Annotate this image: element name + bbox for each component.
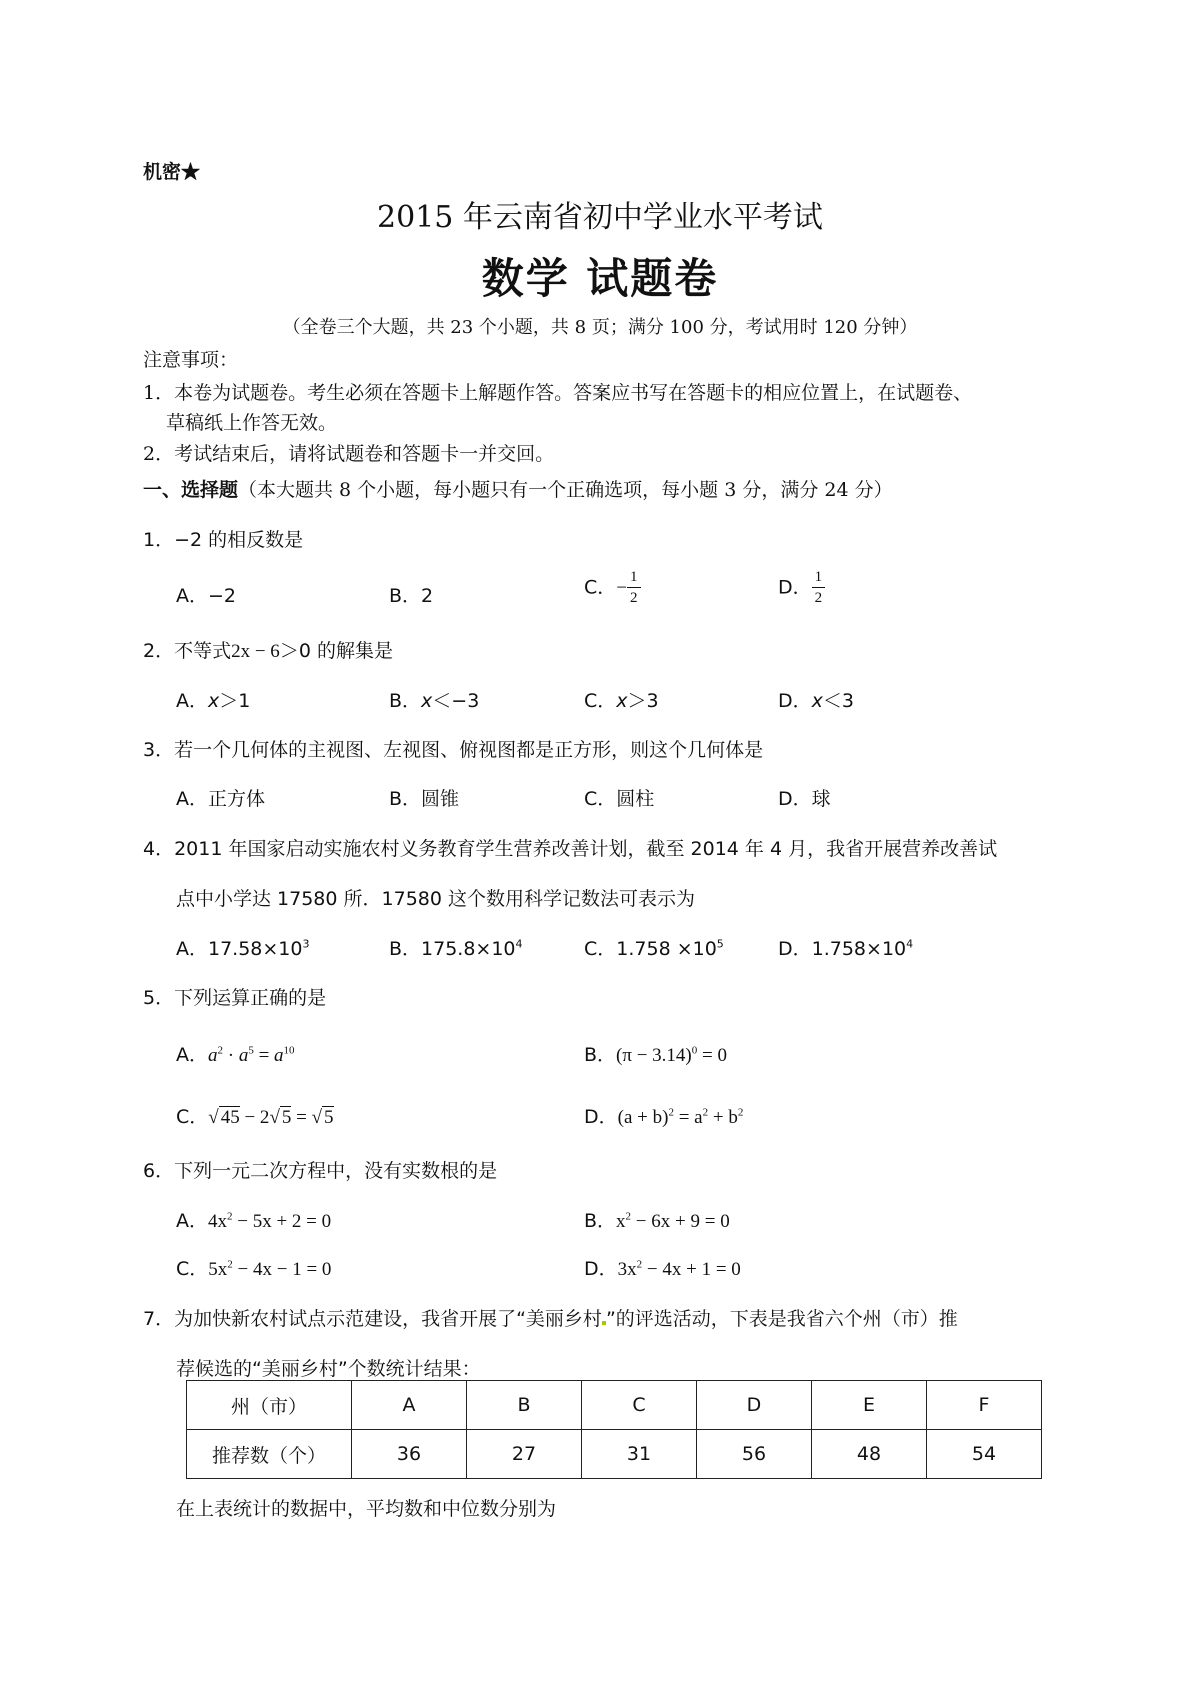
q5-d-expr: (a + b)	[617, 1107, 669, 1128]
q5-c-eq: =	[291, 1107, 312, 1128]
q4-d-exp: 4	[906, 937, 914, 951]
q4-d-base: D．1.758×10	[778, 938, 907, 960]
table-column-header: C	[582, 1381, 697, 1430]
q6-b-label: B．	[584, 1210, 617, 1232]
table-row-label: 推荐数（个）	[187, 1430, 352, 1479]
table-cell: 54	[927, 1430, 1042, 1479]
q5-a-term2: a	[238, 1045, 249, 1066]
q6-option-a	[176, 1206, 331, 1233]
q2-stem-pre: 2．不等式	[143, 640, 232, 662]
q5-b-eq: = 0	[697, 1045, 727, 1066]
q4-option-b	[389, 934, 523, 961]
q1-option-d	[778, 570, 825, 606]
q2-b-var: x	[421, 690, 433, 712]
q4-option-a	[176, 934, 310, 961]
q7-line1-post: ”的评选活动，下表是我省六个州（市）推	[605, 1308, 958, 1330]
q5-d-exp2: 2	[702, 1106, 709, 1119]
q5-option-c: C．√ 45 − 2√ 5 = √ 5	[176, 1106, 334, 1128]
table-header-row	[187, 1381, 1042, 1430]
q7-stem-line2: 荐候选的“美丽乡村”个数统计结果：	[176, 1358, 481, 1380]
q4-stem-line2: 点中小学达 17580 所．17580 这个数用科学记数法可表示为	[176, 888, 696, 910]
q4-a-base: A．17.58×10	[176, 938, 303, 960]
q6-option-c	[176, 1254, 331, 1281]
q7-after-text: 在上表统计的数据中，平均数和中位数分别为	[176, 1498, 557, 1520]
table-row	[187, 1430, 1042, 1479]
q5-a-exp2: 5	[248, 1044, 254, 1057]
subject-title: 数学 试题卷	[481, 254, 719, 303]
q5-option-a	[176, 1040, 295, 1067]
q5-a-exp1: 2	[217, 1044, 223, 1057]
q5-b-expr: (π − 3.14)	[616, 1045, 692, 1066]
q7-line1-pre: 7．为加快新农村试点示范建设，我省开展了“美丽乡村	[143, 1308, 602, 1330]
q2-stem-post: ＞0 的解集是	[279, 640, 393, 662]
section-heading	[143, 475, 893, 502]
section-desc: （本大题共 8 个小题，每小题只有一个正确选项，每小题 3 分，满分 24 分）	[238, 479, 893, 501]
q6-d-exp: 2	[636, 1258, 643, 1271]
section-title: 一、选择题	[143, 479, 239, 501]
note-1: 1．本卷为试题卷。考生必须在答题卡上解题作答。答案应书写在答题卡的相应位置上，在试题卷、	[143, 382, 973, 404]
q1-c-denominator: 2	[630, 590, 638, 606]
q5-c-mid: − 2	[239, 1107, 270, 1128]
q2-option-a	[176, 686, 250, 713]
q6-a-post: − 5x + 2 = 0	[232, 1211, 332, 1232]
q5-d-plus: + b	[708, 1107, 738, 1128]
q1-option-c	[584, 570, 641, 606]
q2-d-rest: ＜3	[822, 690, 854, 712]
q3-option-b: B．圆锥	[389, 788, 460, 810]
q5-a-eq: =	[253, 1045, 275, 1066]
q1-c-numerator: 1	[627, 570, 641, 588]
q6-c-label: C．	[176, 1258, 209, 1280]
q2-b-rest: ＜−3	[432, 690, 480, 712]
q6-c-exp: 2	[227, 1258, 233, 1271]
q6-c-post: − 4x − 1 = 0	[232, 1259, 332, 1280]
q6-b-post: − 6x + 9 = 0	[631, 1211, 730, 1232]
q2-c-var: x	[616, 690, 628, 712]
q1-stem: 1．−2 的相反数是	[143, 529, 304, 551]
q2-b-label: B．	[389, 690, 422, 712]
q6-d-post: − 4x + 1 = 0	[642, 1259, 741, 1280]
table-cell: 27	[467, 1430, 582, 1479]
table-column-header: D	[697, 1381, 812, 1430]
q2-a-label: A．	[176, 690, 208, 712]
confidential-mark: 机密★	[143, 161, 201, 183]
q3-option-c: C．圆柱	[584, 788, 655, 810]
q5-a-term3: a	[274, 1045, 284, 1066]
q6-a-exp: 2	[227, 1210, 233, 1223]
q1-d-numerator: 1	[812, 570, 826, 588]
note-2: 2．考试结束后，请将试题卷和答题卡一并交回。	[143, 443, 555, 465]
q4-c-base: C．1.758 ×10	[584, 938, 717, 960]
q1-option-c-label: C．	[584, 576, 617, 599]
q4-c-exp: 5	[716, 937, 724, 951]
q5-d-label: D．	[584, 1106, 618, 1128]
table-header-label: 州（市）	[187, 1381, 352, 1430]
q2-c-label: C．	[584, 690, 617, 712]
table-cell: 36	[352, 1430, 467, 1479]
q3-stem: 3．若一个几何体的主视图、左视图、俯视图都是正方形，则这个几何体是	[143, 739, 764, 761]
q6-a-pre: 4x	[208, 1211, 227, 1232]
q5-a-term1: a	[208, 1045, 218, 1066]
q5-c-root1: 45	[220, 1107, 240, 1128]
q1-option-d-fraction	[812, 570, 826, 606]
q2-d-label: D．	[778, 690, 812, 712]
q6-stem: 6．下列一元二次方程中，没有实数根的是	[143, 1160, 498, 1182]
q5-b-label: B．	[584, 1044, 617, 1066]
q4-option-c	[584, 934, 724, 961]
q7-stem-line1	[143, 1304, 958, 1331]
q6-option-d	[584, 1254, 741, 1281]
q1-option-c-sign: −	[616, 577, 627, 599]
q5-d-eq: = a	[673, 1107, 703, 1128]
q2-option-b	[389, 686, 479, 713]
q4-stem-line1: 4．2011 年国家启动实施农村义务教育学生营养改善计划，截至 2014 年 4 月，我省开展营养改善试	[143, 838, 998, 860]
q1-option-c-fraction	[627, 570, 641, 606]
q4-b-base: B．175.8×10	[389, 938, 516, 960]
q5-option-d	[584, 1102, 743, 1129]
q1-option-a: A．−2	[176, 585, 237, 607]
q5-a-label: A．	[176, 1044, 208, 1066]
q6-d-label: D．	[584, 1258, 618, 1280]
table-column-header: A	[352, 1381, 467, 1430]
q2-stem	[143, 636, 393, 663]
q5-b-exp: 0	[691, 1044, 698, 1057]
table-column-header: F	[927, 1381, 1042, 1430]
table-cell: 56	[697, 1430, 812, 1479]
q5-c-root3: 5	[324, 1107, 334, 1128]
table-cell: 48	[812, 1430, 927, 1479]
note-1-cont: 草稿纸上作答无效。	[166, 412, 338, 434]
q3-option-a: A．正方体	[176, 788, 265, 810]
q6-d-pre: 3x	[617, 1259, 637, 1280]
q5-stem: 5．下列运算正确的是	[143, 987, 327, 1009]
exam-info: （全卷三个大题，共 23 个小题，共 8 页；满分 100 分，考试用时 120 分钟）	[282, 317, 918, 338]
q5-a-dot: ·	[223, 1045, 239, 1066]
q5-c-root2: 5	[281, 1107, 292, 1128]
q2-a-rest: ＞1	[219, 690, 251, 712]
table-column-header: B	[467, 1381, 582, 1430]
q2-option-d	[778, 686, 854, 713]
q6-a-label: A．	[176, 1210, 208, 1232]
q5-c-label: C．	[176, 1106, 209, 1128]
exam-title: 2015 年云南省初中学业水平考试	[377, 200, 823, 235]
q2-a-var: x	[208, 690, 220, 712]
q4-a-exp: 3	[302, 937, 310, 951]
q5-d-exp: 2	[668, 1106, 674, 1119]
notes-heading: 注意事项：	[143, 349, 239, 371]
q1-option-b: B．2	[389, 585, 434, 607]
q1-d-denominator: 2	[814, 590, 823, 606]
q6-b-exp: 2	[625, 1210, 632, 1223]
q2-d-var: x	[811, 690, 823, 712]
q1-option-d-label: D．	[778, 576, 812, 599]
table-cell: 31	[582, 1430, 697, 1479]
q2-option-c	[584, 686, 659, 713]
q5-a-exp3: 10	[283, 1044, 295, 1057]
q6-option-b	[584, 1206, 730, 1233]
q6-b-pre: x	[616, 1211, 626, 1232]
q2-stem-expr: 2x − 6	[231, 641, 280, 662]
q6-c-pre: 5x	[208, 1259, 228, 1280]
q5-option-b	[584, 1040, 727, 1067]
q2-c-rest: ＞3	[627, 690, 659, 712]
recommendation-table	[186, 1380, 1042, 1479]
q4-b-exp: 4	[515, 937, 523, 951]
q4-option-d	[778, 934, 913, 961]
q3-option-d: D．球	[778, 788, 831, 810]
q5-d-exp3: 2	[737, 1106, 744, 1119]
table-column-header: E	[812, 1381, 927, 1430]
